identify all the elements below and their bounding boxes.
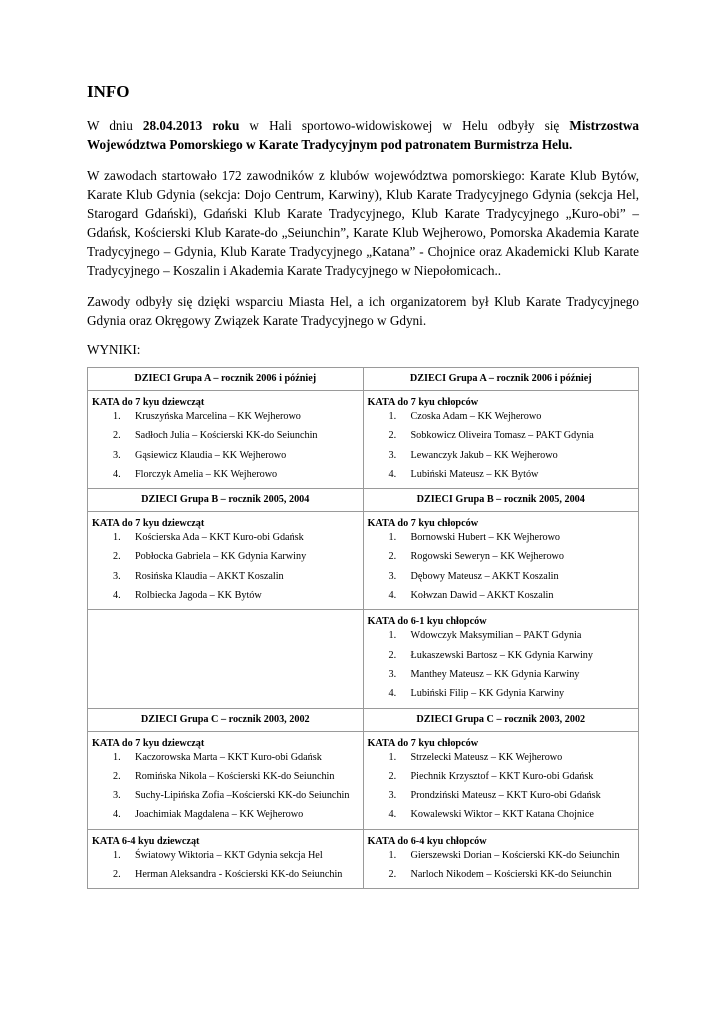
competitor-entry: Kołwzan Dawid – AKKT Koszalin [410, 590, 554, 602]
place-number: 3. [388, 449, 397, 461]
table-row [88, 391, 639, 489]
place-number: 1. [388, 532, 397, 544]
intro-text: W dniu [87, 118, 143, 133]
results-list [364, 532, 639, 602]
group-header: DZIECI Grupa B – rocznik 2005, 2004 [363, 489, 639, 512]
results-cell [88, 512, 364, 610]
place-number: 1. [388, 630, 397, 642]
place-number: 1. [113, 411, 121, 422]
list-item [364, 571, 639, 583]
group-header: DZIECI Grupa C – rocznik 2003, 2002 [88, 708, 364, 731]
competitor-entry: Gąsiewicz Klaudia – KK Wejherowo [135, 449, 287, 461]
list-item [88, 869, 363, 881]
event-title: Mistrzostwa Województwa Pomorskiego w Karate Tradycyjnym pod patronatem Burmistrza Helu. [87, 118, 639, 152]
competitor-entry: Dębowy Mateusz – AKKT Koszalin [410, 570, 559, 582]
intro-paragraph-2: W zawodach startowało 172 zawodników z klubów województwa pomorskiego: Karate Klub Bytów, Karate Klub Gdynia (sekcja: Dojo Centrum, Karwiny), Klub Karate Tradycyjnego Gdynia (sekcja Hel, Starogard Gdański), Gdański Klub Karate Tradycyjnego, Klub Karate Tradycyjnego „Kuro-obi” – Gdańsk, Kościerski Klub Karate-do „Seiunchin”, Karate Klub Wejherowo, Pomorska Akademia Karate Tradycyjnego – Gdynia, Klub Karate Tradycyjnego „Katana” - Chojnice oraz Akademicki Klub Karate Tradycyjnego – Koszalin i Akademia Karate Tradycyjnego w Niepołomicach.. [87, 168, 639, 278]
competitor-entry: Herman Aleksandra - Kościerski KK-do Seiunchin [135, 869, 343, 881]
list-item [88, 752, 363, 764]
competitor-entry: Lubiński Filip – KK Gdynia Karwiny [410, 688, 565, 700]
list-item [88, 450, 363, 462]
list-item [88, 469, 363, 481]
competitor-entry: Piechnik Krzysztof – KKT Kuro-obi Gdańsk [410, 770, 594, 782]
results-list [88, 752, 363, 822]
place-number: 3. [113, 790, 121, 802]
results-cell [88, 391, 364, 489]
intro-paragraph-1 [87, 116, 639, 154]
results-label: WYNIKI: [87, 342, 141, 357]
group-header: DZIECI Grupa A – rocznik 2006 i później [363, 368, 639, 391]
category-label: KATA do 7 kyu dziewcząt [92, 518, 205, 530]
results-table [87, 367, 639, 889]
list-item [364, 869, 639, 881]
group-b-header-row [88, 489, 639, 512]
competitor-entry: Sobkowicz Oliveira Tomasz – PAKT Gdynia [410, 430, 594, 442]
place-number: 1. [113, 751, 121, 763]
place-number: 3. [388, 790, 397, 802]
results-list [364, 630, 639, 700]
category-label: KATA do 6-1 kyu chłopców [367, 616, 487, 628]
category-label: KATA do 7 kyu dziewcząt [92, 737, 205, 749]
document-page [87, 82, 639, 889]
event-date: 28.04.2013 roku [142, 118, 240, 133]
competitor-entry: Joachimiak Magdalena – KK Wejherowo [135, 809, 304, 821]
competitor-entry: Rolbiecka Jagoda – KK Bytów [135, 590, 262, 602]
list-item [364, 590, 639, 602]
list-item [364, 850, 639, 862]
competitor-entry: Kruszyńska Marcelina – KK Wejherowo [135, 411, 301, 422]
group-header: DZIECI Grupa A – rocznik 2006 i później [88, 368, 364, 391]
competitor-entry: Suchy-Lipińska Zofia –Kościerski KK-do Seiunchin [135, 790, 350, 802]
place-number: 3. [113, 570, 121, 582]
place-number: 1. [388, 751, 397, 763]
list-item [364, 650, 639, 662]
results-cell [88, 731, 364, 829]
place-number: 2. [113, 869, 121, 881]
list-item [364, 771, 639, 783]
results-list [88, 850, 363, 881]
place-number: 4. [388, 688, 397, 700]
competitor-entry: Florczyk Amelia – KK Wejherowo [135, 468, 278, 480]
results-cell [363, 391, 639, 489]
category-label: KATA do 7 kyu dziewcząt [92, 397, 205, 408]
list-item [364, 630, 639, 642]
competitor-entry: Rogowski Seweryn – KK Wejherowo [410, 551, 564, 563]
place-number: 2. [113, 770, 121, 782]
category-label: KATA do 7 kyu chłopców [367, 518, 479, 530]
list-item [364, 809, 639, 821]
list-item [364, 752, 639, 764]
table-row [88, 512, 639, 610]
page-title: INFO [87, 82, 130, 101]
competitor-entry: Romińska Nikola – Kościerski KK-do Seiunchin [135, 770, 335, 782]
competitor-entry: Kaczorowska Marta – KKT Kuro-obi Gdańsk [135, 751, 322, 763]
group-a-header-row [88, 368, 639, 391]
category-label: KATA 6-4 kyu dziewcząt [92, 835, 200, 847]
list-item [364, 411, 639, 423]
list-item [88, 411, 363, 423]
group-header: DZIECI Grupa C – rocznik 2003, 2002 [363, 708, 639, 731]
table-row [88, 731, 639, 829]
list-item [88, 809, 363, 821]
competitor-entry: Prondziński Mateusz – KKT Kuro-obi Gdańsk [410, 790, 601, 802]
list-item [364, 450, 639, 462]
competitor-entry: Narloch Nikodem – Kościerski KK-do Seiunchin [410, 869, 612, 881]
competitor-entry: Pobłocka Gabriela – KK Gdynia Karwiny [135, 551, 307, 563]
competitor-entry: Kościerska Ada – KKT Kuro-obi Gdańsk [135, 532, 304, 544]
results-cell [88, 829, 364, 889]
list-item [88, 532, 363, 544]
competitor-entry: Manthey Mateusz – KK Gdynia Karwiny [410, 668, 580, 680]
place-number: 3. [388, 668, 397, 680]
place-number: 2. [388, 770, 397, 782]
intro-paragraph-3: Zawody odbyły się dzięki wsparciu Miasta Hel, a ich organizatorem był Klub Karate Tradycyjnego Gdynia oraz Okręgowy Związek Karate Tradycyjnego w Gdyni. [87, 294, 639, 328]
results-list [364, 850, 639, 881]
category-label: KATA do 7 kyu chłopców [367, 737, 479, 749]
competitor-entry: Łukaszewski Bartosz – KK Gdynia Karwiny [410, 649, 593, 661]
place-number: 1. [113, 532, 121, 544]
competitor-entry: Gierszewski Dorian – Kościerski KK-do Seiunchin [410, 849, 620, 861]
place-number: 4. [388, 590, 397, 602]
place-number: 4. [113, 590, 121, 602]
competitor-entry: Lubiński Mateusz – KK Bytów [410, 468, 539, 480]
category-label: KATA do 6-4 kyu chłopców [367, 835, 487, 847]
results-list [364, 411, 639, 481]
list-item [364, 532, 639, 544]
place-number: 2. [388, 430, 397, 442]
list-item [88, 790, 363, 802]
competitor-entry: Wdowczyk Maksymilian – PAKT Gdynia [410, 630, 582, 642]
place-number: 2. [388, 649, 397, 661]
results-list [364, 752, 639, 822]
list-item [88, 571, 363, 583]
place-number: 2. [113, 551, 121, 563]
place-number: 2. [388, 869, 397, 881]
place-number: 3. [388, 570, 397, 582]
place-number: 4. [113, 809, 121, 821]
group-header: DZIECI Grupa B – rocznik 2005, 2004 [88, 489, 364, 512]
list-item [364, 669, 639, 681]
competitor-entry: Lewanczyk Jakub – KK Wejherowo [410, 449, 558, 461]
list-item [364, 469, 639, 481]
results-cell [363, 829, 639, 889]
results-cell [363, 512, 639, 610]
place-number: 1. [388, 411, 397, 422]
competitor-entry: Czoska Adam – KK Wejherowo [410, 411, 542, 422]
list-item [364, 688, 639, 700]
results-cell [363, 731, 639, 829]
list-item [88, 551, 363, 563]
place-number: 4. [388, 809, 397, 821]
place-number: 4. [113, 468, 121, 480]
list-item [364, 551, 639, 563]
competitor-entry: Strzelecki Mateusz – KK Wejherowo [410, 751, 563, 763]
list-item [88, 430, 363, 442]
place-number: 1. [388, 849, 397, 861]
intro-text: w Hali sportowo-widowiskowej w Helu odbyły się [239, 118, 570, 133]
results-list [88, 532, 363, 602]
table-row [88, 829, 639, 889]
place-number: 1. [113, 849, 121, 861]
category-label: KATA do 7 kyu chłopców [367, 397, 479, 408]
place-number: 4. [388, 468, 397, 480]
table-row [88, 610, 639, 708]
place-number: 2. [113, 430, 121, 442]
list-item [88, 771, 363, 783]
competitor-entry: Sadłoch Julia – Kościerski KK-do Seiunchin [135, 430, 318, 442]
list-item [88, 590, 363, 602]
list-item [364, 430, 639, 442]
empty-cell [88, 610, 364, 708]
place-number: 3. [113, 449, 121, 461]
place-number: 2. [388, 551, 397, 563]
group-c-header-row [88, 708, 639, 731]
competitor-entry: Bornowski Hubert – KK Wejherowo [410, 532, 561, 544]
competitor-entry: Kowalewski Wiktor – KKT Katana Chojnice [410, 809, 594, 821]
competitor-entry: Światowy Wiktoria – KKT Gdynia sekcja Hel [135, 849, 323, 861]
competitor-entry: Rosińska Klaudia – AKKT Koszalin [135, 570, 284, 582]
results-cell [363, 610, 639, 708]
list-item [88, 850, 363, 862]
results-list [88, 411, 363, 481]
list-item [364, 790, 639, 802]
